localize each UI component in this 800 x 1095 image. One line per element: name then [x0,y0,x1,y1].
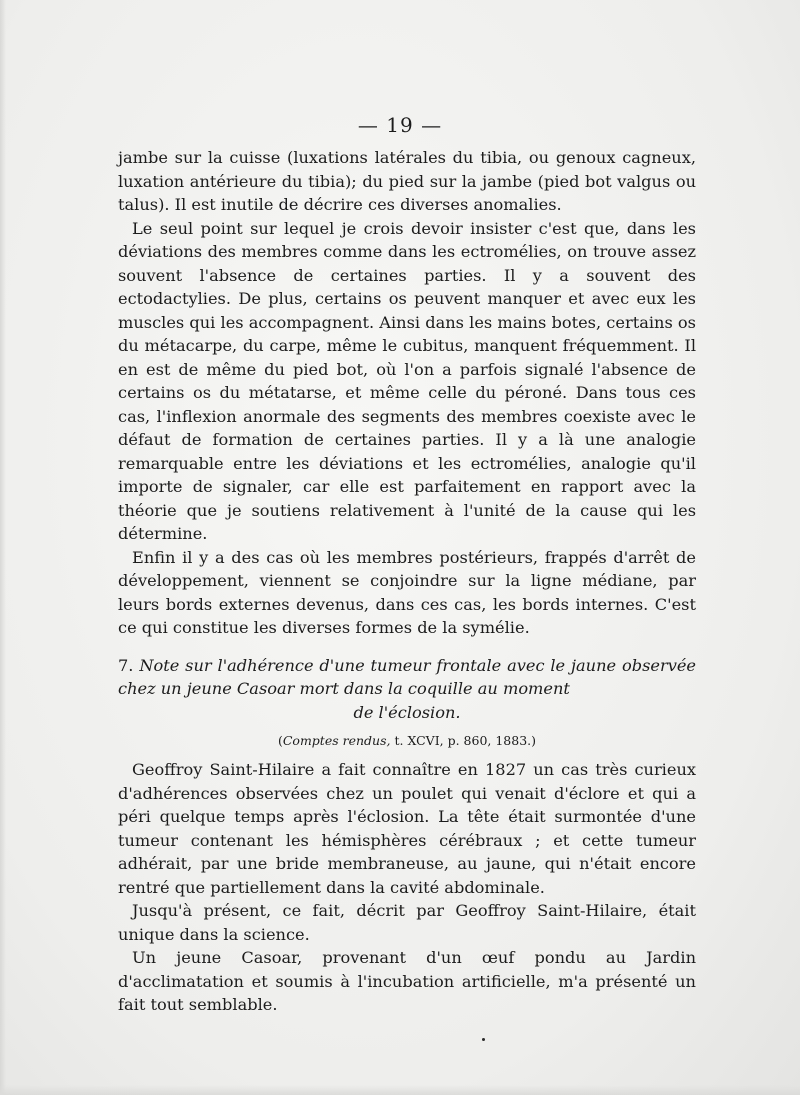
citation-details: t. XCVI, p. 860, 1883. [394,733,532,748]
page-edge-shadow [0,0,6,1095]
section-title-end: de l'éclosion. [353,702,461,722]
ink-speck [482,1038,485,1041]
section-title: Note sur l'adhérence d'une tumeur frontale avec le jaune observée chez un jeune Casoar mort dans la coquille au moment [118,655,696,698]
paragraph: Enfin il y a des cas où les membres postérieurs, frappés d'arrêt de développement, viennent se conjoindre sur la ligne médiane, par leurs bords externes devenus, dans ces cas, les bords internes. C'est ce qui constitue les diverses formes de la symélie. [118,547,696,637]
citation: (Comptes rendus, t. XCVI, p. 860, 1883.) [277,733,537,748]
paragraph: Jusqu'à présent, ce fait, décrit par Geoffroy Saint-Hilaire, était unique dans la science. [118,901,696,944]
section-number: 7. [118,655,134,675]
citation-source: Comptes rendus, [282,733,391,748]
paragraph: Le seul point sur lequel je crois devoir insister c'est que, dans les déviations des membres comme dans les ectromélies, on trouve assez souvent l'absence de certaines parties. Il y a souvent des ectodactylies. De plus, certains os peuvent manquer et avec eux les muscles qui les accompagnent. Ainsi dans les mains botes, certains os du métacarpe, du carpe, même le cubitus, manquent fréquemment. Il en est de même du pied bot, où l'on a parfois signalé l'absence de certains os du métatarse, et même celle du péroné. Dans tous ces cas, l'inflexion anormale des segments des membres coexiste avec le défaut de formation de certaines parties. Il y a là une analogie remarquable entre les déviations et les ectromélies, analogie qu'il importe de signaler, car elle est parfaitement en rapport avec la théorie que je soutiens relativement à l'unité de la cause qui les détermine. [118,218,696,543]
body-text [118,146,696,1017]
section-heading [118,654,696,701]
page-edge-shadow-bottom [0,1085,800,1095]
paragraph: Un jeune Casoar, provenant d'un œuf pondu au Jardin d'acclimatation et soumis à l'incubation artificielle, m'a présenté un fait tout semblable. [118,948,696,1014]
paragraph: Geoffroy Saint-Hilaire a fait connaître en 1827 un cas très curieux d'adhérences observées chez un poulet qui venait d'éclore et qui a péri quelque temps après l'éclosion. La tête était surmontée d'une tumeur contenant les hémisphères cérébraux ; et cette tumeur adhérait, par une bride membraneuse, au jaune, qui n'était encore rentré que partiellement dans la cavité abdominale. [118,760,696,897]
paragraph: jambe sur la cuisse (luxations latérales du tibia, ou genoux cagneux, luxation antérieure du tibia); du pied sur la jambe (pied bot valgus ou talus). Il est inutile de décrire ces diverses anomalies. [118,148,696,214]
page-number: — 19 — [357,113,443,137]
